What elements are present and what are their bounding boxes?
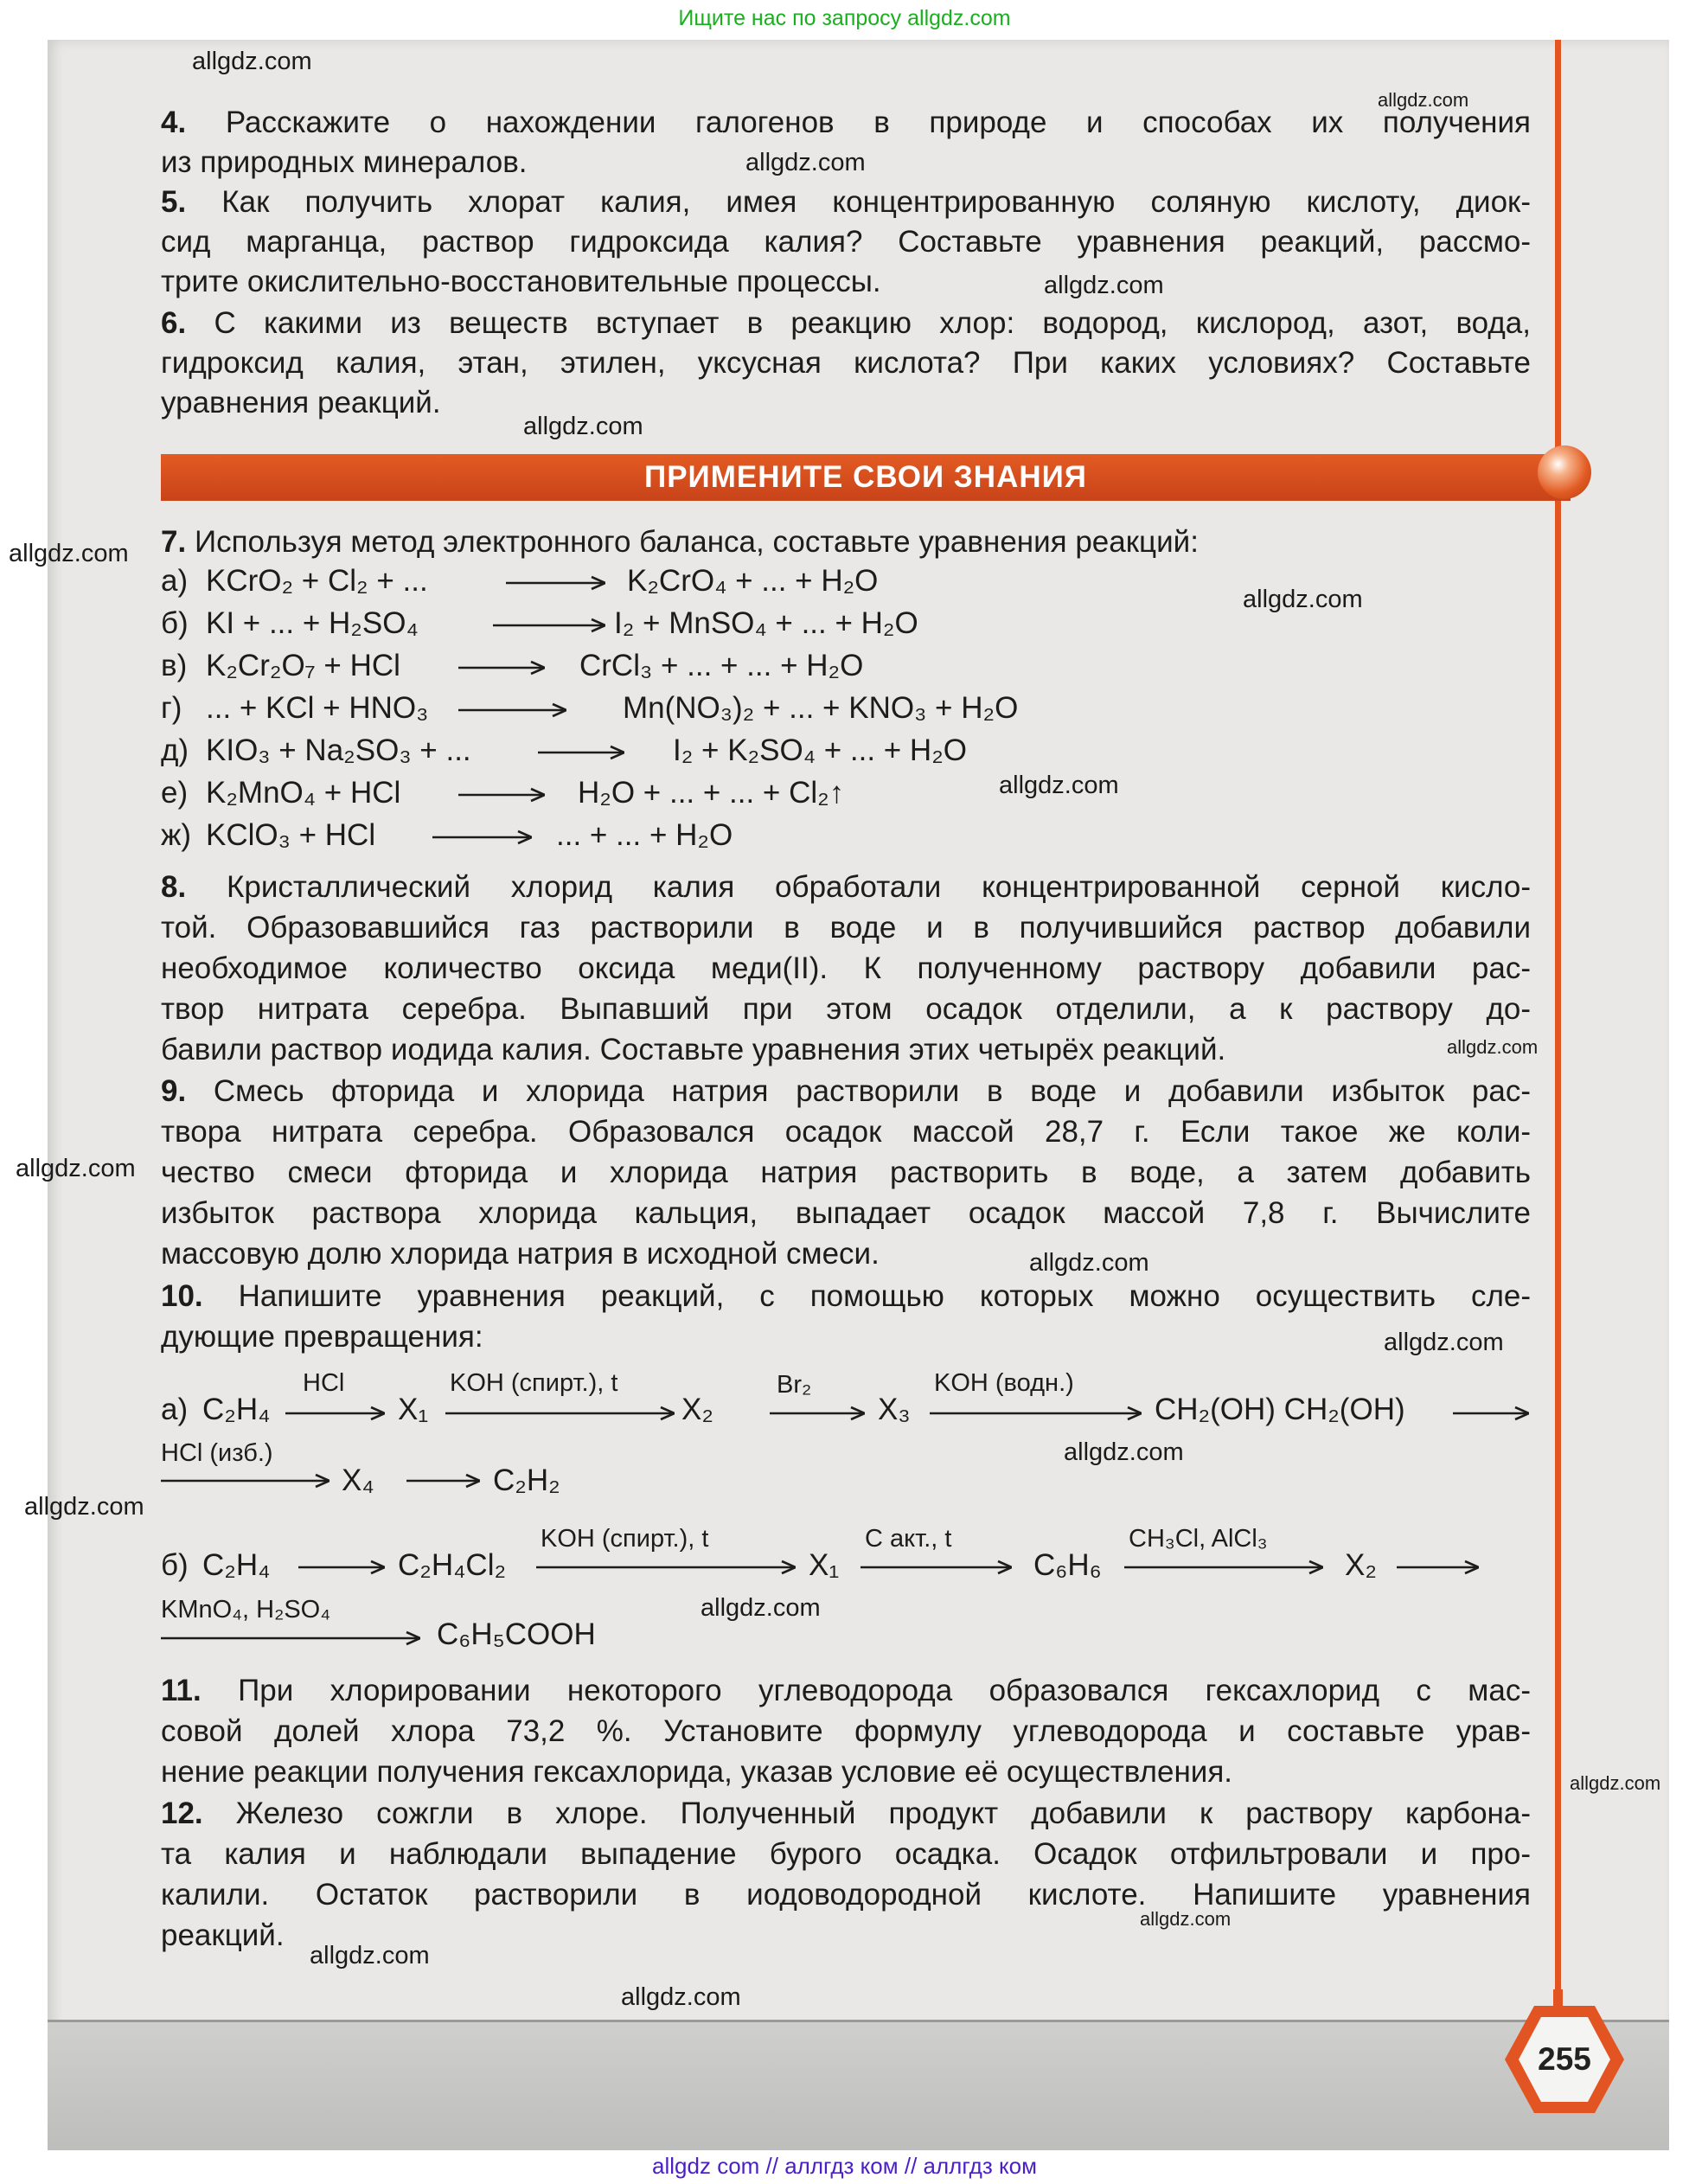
chain-a-species-1: C₂H₄ xyxy=(202,1393,271,1426)
chain-a-arrow-5 xyxy=(1453,1405,1529,1422)
q7-products: I₂ + MnSO₄ + ... + H₂O xyxy=(614,606,918,640)
q5-line-1: 5. Как получить хлорат калия, имея концентрированную соляную кислоту, диок- xyxy=(161,185,1531,219)
chain-a-species-5: CH₂(OH) CH₂(OH) xyxy=(1155,1393,1405,1426)
watermark: allgdz.com xyxy=(1044,272,1164,299)
watermark: allgdz.com xyxy=(1384,1329,1504,1356)
q11-line-3: нение реакции получения гексахлорида, указав условие её осуществления. xyxy=(161,1755,1232,1789)
chain-a-arrow-2 xyxy=(445,1405,675,1422)
chain-a-species-3: X₂ xyxy=(681,1393,713,1426)
q7-row-label: г) xyxy=(161,691,182,725)
chain-b-condition-3: CH₃Cl, AlCl₃ xyxy=(1129,1525,1268,1553)
watermark: allgdz.com xyxy=(701,1594,821,1622)
chain-a-species-2: X₁ xyxy=(398,1393,429,1426)
q7-reactants: KIO₃ + Na₂SO₃ + ... xyxy=(206,733,471,767)
watermark: allgdz.com xyxy=(310,1942,430,1969)
chain-a-condition-5: HCl (изб.) xyxy=(161,1439,273,1467)
chain-a-arrow-4 xyxy=(930,1405,1142,1422)
watermark: allgdz.com xyxy=(1447,1036,1539,1058)
section-bullet-icon xyxy=(1538,445,1591,499)
watermark: allgdz.com xyxy=(1378,89,1469,111)
chain-b-arrow-5 xyxy=(1397,1559,1479,1576)
chain-a-condition-1: HCl xyxy=(303,1369,345,1397)
chain-a-species-7: C₂H₂ xyxy=(493,1463,560,1497)
watermark: allgdz.com xyxy=(1029,1249,1149,1277)
q6-number: 6. xyxy=(161,306,187,340)
footer-links[interactable]: allgdz com // аллгдз ком // аллгдз ком xyxy=(0,2150,1689,2184)
page-number: 255 xyxy=(1538,2041,1591,2077)
chain-a-arrow-1 xyxy=(285,1405,385,1422)
watermark: allgdz.com xyxy=(1243,586,1363,613)
q8-line-3: необходимое количество оксида меди(II). К полученному раствору добавили рас- xyxy=(161,951,1531,985)
top-banner[interactable]: Ищите нас по запросу allgdz.com xyxy=(678,6,1011,30)
q7-row-label: а) xyxy=(161,564,189,598)
q8-number: 8. xyxy=(161,870,187,904)
q9-number: 9. xyxy=(161,1074,187,1108)
q7-products: H₂O + ... + ... + Cl₂↑ xyxy=(578,776,845,810)
chain-a-species-6: X₄ xyxy=(342,1463,374,1497)
q7-products: CrCl₃ + ... + ... + H₂O xyxy=(579,649,864,682)
watermark: allgdz.com xyxy=(1140,1908,1232,1930)
chain-a-arrow-3 xyxy=(770,1405,865,1422)
q11-line-2: совой долей хлора 73,2 %. Установите формулу углеводорода и составьте урав- xyxy=(161,1714,1531,1748)
q7-number: 7. xyxy=(161,525,187,559)
q12-line-3: калили. Остаток растворили в иодоводородной кислоте. Напишите уравнения xyxy=(161,1878,1531,1912)
watermark: allgdz.com xyxy=(745,149,866,176)
watermark: allgdz.com xyxy=(1570,1772,1661,1794)
chain-b-arrow-6 xyxy=(161,1630,420,1647)
chain-a-label: а) xyxy=(161,1393,189,1426)
q8-line-1: 8. Кристаллический хлорид калия обработали концентрированной серной кисло- xyxy=(161,870,1532,904)
q7-row-label: б) xyxy=(161,606,189,640)
q7-row-label: е) xyxy=(161,776,189,810)
q9-line-1: 9. Смесь фторида и хлорида натрия растворили в воде и добавили избыток рас- xyxy=(161,1074,1531,1108)
q10-number: 10. xyxy=(161,1279,203,1313)
q9-line-2: твора нитрата серебра. Образовался осадок массой 28,7 г. Если такое же коли- xyxy=(161,1115,1531,1149)
q12-number: 12. xyxy=(161,1797,203,1830)
q6-line-2: гидроксид калия, этан, этилен, уксусная кислота? При каких условиях? Составьте xyxy=(161,346,1531,380)
q7-row-label: ж) xyxy=(161,818,192,852)
q4-line-2: из природных минералов. xyxy=(161,145,528,179)
watermark: allgdz.com xyxy=(24,1493,144,1521)
watermark: allgdz.com xyxy=(523,413,643,440)
q11-line-1: 11. При хлорировании некоторого углеводорода образовался гексахлорид с мас- xyxy=(161,1674,1531,1707)
q5-line-2: сид марганца, раствор гидроксида калия? Составьте уравнения реакций, рассмо- xyxy=(161,225,1531,259)
chain-a-condition-4: KOH (водн.) xyxy=(934,1369,1074,1397)
q7-row-label: д) xyxy=(161,733,189,767)
chain-b-arrow-2 xyxy=(536,1559,796,1576)
chain-b-species-2: C₂H₄Cl₂ xyxy=(398,1548,507,1582)
watermark: allgdz.com xyxy=(9,540,129,567)
q11-number: 11. xyxy=(161,1674,202,1707)
chain-a-condition-3: Br₂ xyxy=(777,1371,812,1399)
chain-b-arrow-4 xyxy=(1124,1559,1323,1576)
chain-a-arrow-6 xyxy=(161,1472,329,1489)
chain-b-label: б) xyxy=(161,1548,189,1582)
q7-products: K₂CrO₄ + ... + H₂O xyxy=(627,564,879,598)
watermark: allgdz.com xyxy=(192,48,312,75)
q7-arrow xyxy=(458,701,566,719)
q7-row-label: в) xyxy=(161,649,188,682)
q9-line-5: массовую долю хлорида натрия в исходной смеси. xyxy=(161,1237,880,1271)
watermark: allgdz.com xyxy=(16,1155,136,1182)
q4-number: 4. xyxy=(161,106,187,139)
q5-line-3: трите окислительно-восстановительные процессы. xyxy=(161,265,881,298)
watermark: allgdz.com xyxy=(621,1983,741,2011)
watermark: allgdz.com xyxy=(1064,1438,1184,1466)
q7-text: 7. Используя метод электронного баланса, составьте уравнения реакций: xyxy=(161,525,1199,559)
q4-line-1: 4. Расскажите о нахождении галогенов в природе и способах их получения xyxy=(161,106,1532,139)
q7-arrow xyxy=(538,744,624,761)
q6-line-1: 6. С какими из веществ вступает в реакцию хлор: водород, кислород, азот, вода, xyxy=(161,306,1531,340)
q5-number: 5. xyxy=(161,185,187,219)
q8-line-5: бавили раствор иодида калия. Составьте уравнения этих четырёх реакций. xyxy=(161,1033,1226,1066)
q7-products: I₂ + K₂SO₄ + ... + H₂O xyxy=(673,733,968,767)
q7-reactants: K₂MnO₄ + HCl xyxy=(206,776,401,810)
page-bottom-edge xyxy=(48,2020,1669,2153)
chain-b-species-3: X₁ xyxy=(809,1548,840,1582)
chain-b-arrow-1 xyxy=(298,1559,385,1576)
chain-a-species-4: X₃ xyxy=(878,1393,911,1426)
q7-products: Mn(NO₃)₂ + ... + KNO₃ + H₂O xyxy=(623,691,1019,725)
q9-line-3: чество смеси фторида и хлорида натрия растворить в воде, а затем добавить xyxy=(161,1156,1531,1189)
q9-line-4: избыток раствора хлорида кальция, выпадает осадок массой 7,8 г. Вычислите xyxy=(161,1196,1531,1230)
margin-rule xyxy=(1555,40,1561,1996)
q7-arrow xyxy=(506,574,605,592)
q7-arrow xyxy=(432,829,532,846)
chain-b-condition-1: KOH (спирт.), t xyxy=(541,1525,709,1553)
chain-b-species-4: C₆H₆ xyxy=(1033,1548,1102,1582)
q8-line-2: той. Образовавшийся газ растворили в воде и в получившийся раствор добавили xyxy=(161,911,1531,945)
chain-b-species-1: C₂H₄ xyxy=(202,1548,271,1582)
chain-b-condition-4: KMnO₄, H₂SO₄ xyxy=(161,1596,331,1624)
chain-b-condition-2: C акт., t xyxy=(865,1525,952,1553)
q7-reactants: KClO₃ + HCl xyxy=(206,818,376,852)
section-title: ПРИМЕНИТЕ СВОИ ЗНАНИЯ xyxy=(644,460,1087,494)
q7-reactants: ... + KCl + HNO₃ xyxy=(206,691,429,725)
q12-line-2: та калия и наблюдали выпадение бурого осадка. Осадок отфильтровали и про- xyxy=(161,1837,1531,1871)
chain-b-species-5: X₂ xyxy=(1345,1548,1377,1582)
q7-reactants: K₂Cr₂O₇ + HCl xyxy=(206,649,400,682)
q8-line-4: твор нитрата серебра. Выпавший при этом осадок отделили, а к раствору до- xyxy=(161,992,1531,1026)
q10-line-1: 10. Напишите уравнения реакций, с помощью которых можно осуществить сле- xyxy=(161,1279,1531,1313)
q7-arrow xyxy=(458,659,545,676)
q7-arrow xyxy=(458,786,545,804)
chain-b-arrow-3 xyxy=(860,1559,1012,1576)
q6-line-3: уравнения реакций. xyxy=(161,386,441,420)
chain-a-arrow-7 xyxy=(406,1472,480,1489)
chain-b-species-6: C₆H₅COOH xyxy=(437,1617,596,1651)
q10-line-2: дующие превращения: xyxy=(161,1320,483,1354)
q12-line-4: реакций. xyxy=(161,1918,285,1952)
q12-line-1: 12. Железо сожгли в хлоре. Полученный продукт добавили к раствору карбона- xyxy=(161,1797,1531,1830)
watermark: allgdz.com xyxy=(999,772,1119,799)
q7-reactants: KCrO₂ + Cl₂ + ... xyxy=(206,564,428,598)
chain-a-condition-2: KOH (спирт.), t xyxy=(450,1369,618,1397)
q7-reactants: KI + ... + H₂SO₄ xyxy=(206,606,419,640)
q7-arrow xyxy=(493,617,605,634)
q7-products: ... + ... + H₂O xyxy=(556,818,733,852)
